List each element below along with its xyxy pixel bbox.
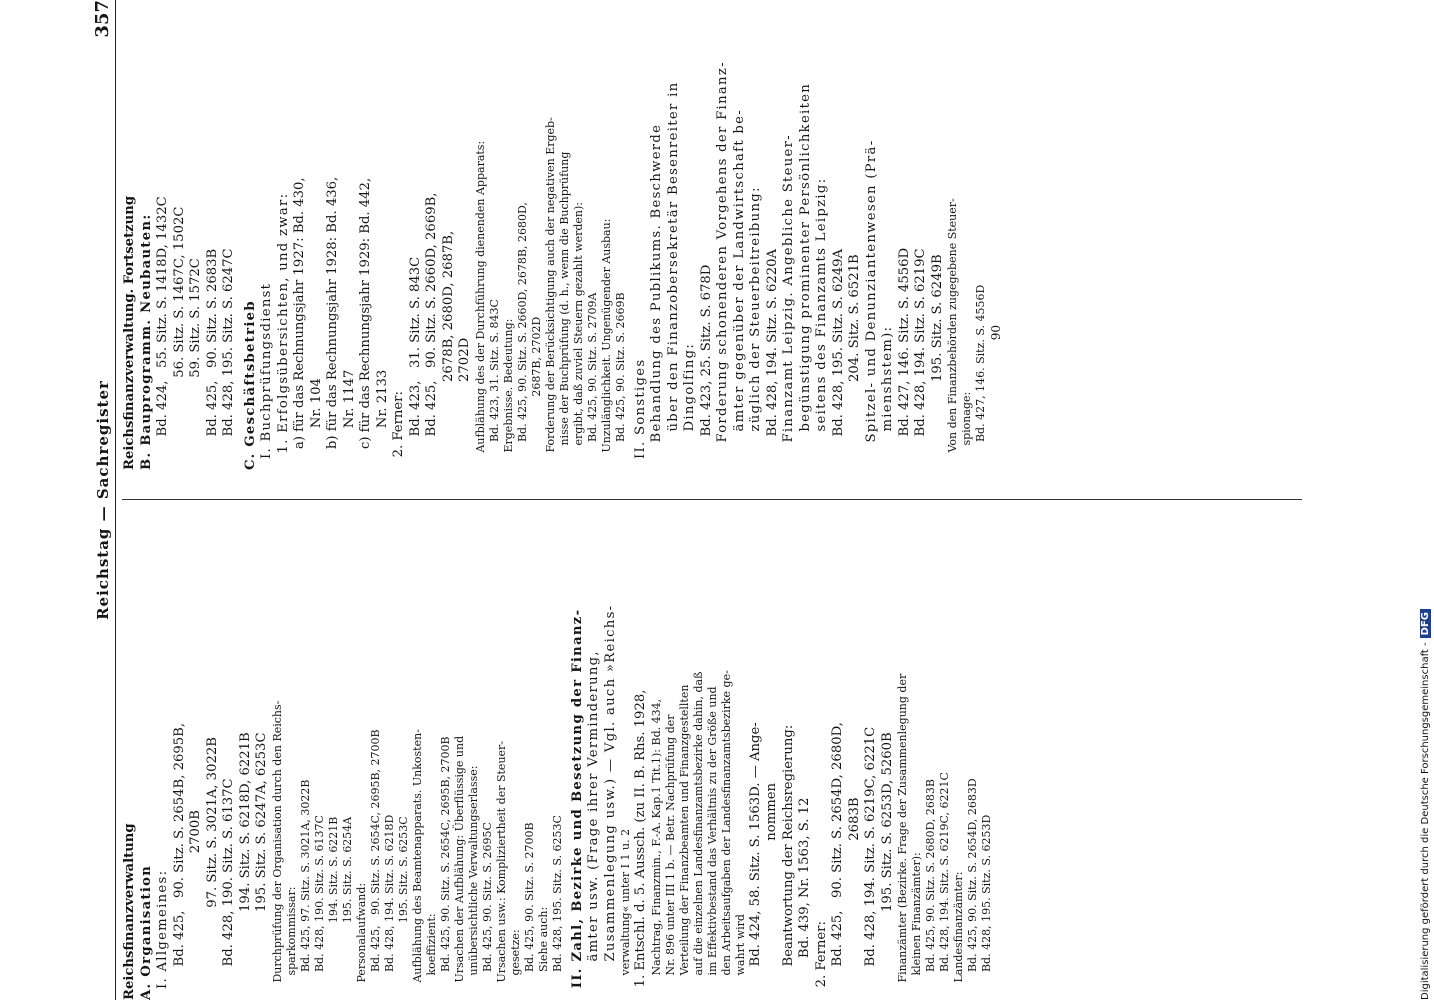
index-line: Bd. 425, 90. Sitz. S. 2683B xyxy=(204,248,220,470)
index-line: 1. Entschl. d. 5. Aussch. (zu II. B. Rhs. 1928, xyxy=(633,689,648,1000)
index-line: Nr. 896 unter III 1 b. — Betr. Nachprüfung der xyxy=(663,714,677,1000)
index-line: A. Organisation xyxy=(138,864,154,1000)
index-line: Beantwortung der Reichsregierung: xyxy=(780,724,796,1000)
index-line: Bd. 428, 190. Sitz. S. 6137C xyxy=(312,815,326,1000)
index-line: Von den Finanzbehörden zugegebene Steuer- xyxy=(946,198,959,470)
index-line: Nr. 104 xyxy=(308,378,324,470)
index-line: Bd. 428, 194. Sitz. S. 6219C xyxy=(913,248,928,470)
index-line: Bd. 425, 90. Sitz. S. 2709A xyxy=(585,292,599,470)
column-divider xyxy=(122,499,1302,500)
index-line: Bd. 425, 90. Sitz. S. 2695C xyxy=(480,822,494,1000)
index-line: Bd. 428, 194. Sitz. S. 6219C, 6221C xyxy=(938,772,951,1000)
index-line: 194. Sitz. S. 6218D, 6221B xyxy=(237,732,253,1000)
index-line: Dingolfing: xyxy=(682,342,697,470)
index-line: 2678B, 2680D, 2687B, xyxy=(440,230,456,470)
index-line: 204. Sitz. S. 6521B xyxy=(847,254,862,470)
index-line: Reichsfinanzverwaltung. Fortsetzung xyxy=(122,195,137,470)
index-line: Bd. 423, 25. Sitz. S. 678D xyxy=(698,264,714,470)
index-line: Siehe auch: xyxy=(536,906,550,1000)
header-rule xyxy=(115,0,116,1000)
index-line: 1. Erfolgsübersichten, und zwar: xyxy=(275,192,291,470)
index-line: über den Finanzobersekretär Besenreiter in xyxy=(665,81,681,470)
index-line: Bd. 428, 195. Sitz. S. 6253C xyxy=(550,815,564,1000)
index-line: Finanzamt Leipzig. Angebliche Steuer- xyxy=(781,133,796,470)
index-line: Ursachen der Aufblähung: Überflüssige und xyxy=(452,735,466,1000)
index-line: Bd. 425, 90. Sitz. S. 2654C, 2695B, 2700B xyxy=(438,736,452,1000)
index-line: Nr. 1147 xyxy=(341,369,357,470)
dfg-credit xyxy=(1418,0,1434,1000)
index-line: 195. Sitz. S. 6253C xyxy=(396,816,410,1000)
index-line: Unzulänglichkeit. Ungenügender Ausbau: xyxy=(599,218,613,470)
index-line: Bd. 425, 90. Sitz. S. 2669B xyxy=(613,292,627,470)
index-line: 56. Sitz. S. 1467C, 1502C xyxy=(171,206,187,470)
index-line: kleinen Finanzämter): xyxy=(910,852,923,1000)
index-line: 59. Sitz. S. 1572C xyxy=(188,258,203,470)
index-line: koeffizient: xyxy=(424,913,438,1000)
index-line: ämter usw. (Frage ihrer Verminderung, xyxy=(586,650,601,1000)
index-line: 2700B xyxy=(188,810,203,1000)
index-line: Bd. 425, 90. Sitz. S. 2654D, 2683D xyxy=(966,778,979,1000)
index-line: ämter gegenüber der Landwirtschaft be- xyxy=(731,108,747,470)
index-line: Forderung der Berücksichtigung auch der negativen Ergeb- xyxy=(543,117,557,470)
index-line: 2702D xyxy=(457,337,472,470)
index-line: Bd. 427, 146. Sitz. S. 4556D xyxy=(896,247,912,470)
index-line: Bd. 427, 146. Sitz. S. 4556D xyxy=(974,284,987,470)
index-line: Bd. 425, 90. Sitz. S. 2654C, 2695B, 2700B xyxy=(368,729,382,1000)
index-line: Ergebnisse. Bedeutung: xyxy=(501,318,515,470)
index-line: Durchprüfung der Organisation durch den Reichs- xyxy=(270,700,284,1000)
index-line: 194. Sitz. S. 6221B xyxy=(326,816,340,1000)
index-line: mienshstem): xyxy=(880,325,895,470)
index-line: gesetze: xyxy=(508,929,522,1000)
index-line: 2687B, 2702D xyxy=(529,316,543,470)
index-line: sparkommissar: xyxy=(284,886,298,1000)
index-line: I. Buchprüfungsdienst xyxy=(259,282,274,470)
index-line: Finanzämter (Bezirke. Frage der Zusammenlegung der xyxy=(896,673,909,1000)
index-line: wahrt wird xyxy=(733,914,747,1000)
index-line: Nachtrag, Finanzmin., F.-A. Kap.1 Tit.1): Bd. 434, xyxy=(649,698,663,1000)
right-column xyxy=(122,0,1005,470)
index-line: auf die einzelnen Landesfinanzamtsbezirke dahin, daß xyxy=(691,671,705,1000)
index-line: Bd. 425, 90. Sitz. S. 2700B xyxy=(522,822,536,1000)
index-line: I. Allgemeines: xyxy=(155,869,170,1000)
dfg-logo: DFG xyxy=(1420,609,1431,638)
index-line: II. Sonstiges xyxy=(632,358,648,470)
index-line: Bd. 425, 90. Sitz. S. 2660D, 2669B, xyxy=(424,192,439,470)
index-line: Ursachen usw.: Kompliziertheit der Steuer- xyxy=(494,740,508,1000)
index-line: 2683B xyxy=(846,797,862,1000)
index-line: b) für das Rechnungsjahr 1928: Bd. 436, xyxy=(325,176,340,470)
left-column xyxy=(122,532,994,1000)
index-line: Bd. 423, 31. Sitz. S. 843C xyxy=(487,299,501,470)
index-line: 195. Sitz. S. 6249B xyxy=(929,254,945,470)
index-line: Bd. 425, 90. Sitz. S. 2680D, 2683B xyxy=(924,779,937,1000)
index-line: Bd. 424, 55. Sitz. S. 1418D, 1432C xyxy=(155,196,170,470)
index-line: Bd. 428, 194. Sitz. S. 6219C, 6221C xyxy=(863,726,878,1000)
index-line: 97. Sitz. S. 3021A, 3022B xyxy=(204,737,220,1000)
index-line: unübersichtliche Verwaltungserlasse: xyxy=(466,765,480,1000)
index-line: 2. Ferner: xyxy=(813,921,829,1000)
index-line: Bd. 423, 31. Sitz. S. 843C xyxy=(407,256,423,470)
page-number: 357 xyxy=(92,0,113,38)
index-line: Bd. 428, 194. Sitz. S. 6218D xyxy=(382,814,396,1000)
index-line: spionage: xyxy=(960,391,973,470)
index-line: Personalaufwand: xyxy=(354,882,368,1000)
index-line: nommen xyxy=(764,782,779,1000)
index-line: ergibt, daß zuviel Steuern gezahlt werden): xyxy=(571,202,585,470)
index-line: den Arbeitsaufgaben der Landesfinanzamtsbezirke ge- xyxy=(719,670,733,1000)
index-line: 90 xyxy=(989,325,1003,470)
index-line: Bd. 439, Nr. 1563, S. 12 xyxy=(797,797,812,1000)
index-line: seitens des Finanzamts Leipzig: xyxy=(814,177,829,470)
index-line: Bd. 428, 195. Sitz. S. 6253D xyxy=(980,814,993,1000)
page-header xyxy=(90,0,120,1000)
index-line: züglich der Steuerbeitreibung: xyxy=(748,186,763,470)
index-line: Nr. 2133 xyxy=(374,369,390,470)
index-line: Bd. 428, 194. Sitz. S. 6220A xyxy=(764,248,780,470)
index-line: II. Zahl, Bezirke und Besetzung der Finanz- xyxy=(569,608,585,1000)
running-title: Reichstag — Sachregister xyxy=(94,380,112,620)
index-line: Aufblähung des Beamtenapparats. Unkosten- xyxy=(410,729,424,1000)
index-line: B. Bauprogramm. Neubauten: xyxy=(138,213,154,470)
index-line: verwaltung« unter I 1 u. 2 xyxy=(619,828,632,1000)
index-line: Verteilung der Finanzbeamten und Finanzgestellten xyxy=(677,684,691,1000)
index-line: im Effektivbestand das Verhältnis zu der Größe und xyxy=(705,686,719,1000)
index-line: Bd. 425, 97. Sitz. S. 3021A, 3022B xyxy=(298,779,312,1000)
dfg-credit-text: Digitalisierung gefördert durch die Deutsche Forschungsgemeinschaft - xyxy=(1420,642,1431,1000)
page-content xyxy=(90,0,1320,1000)
index-line: Aufblähung des der Durchführung dienenden Apparats: xyxy=(473,140,487,470)
index-line: Forderung schonenderen Vorgehens der Finanz- xyxy=(715,61,730,470)
index-line: begünstigung prominenter Persönlichkeiten xyxy=(797,82,813,470)
index-line: Bd. 428, 195. Sitz. S. 6247C xyxy=(221,248,236,470)
index-line: Bd. 428, 190. Sitz. S. 6137C xyxy=(221,778,236,1000)
index-line: Bd. 425, 90. Sitz. S. 2654B, 2695B, xyxy=(171,722,187,1000)
index-line: nisse der Buchprüfung (d. h., wenn die Buchprüfung xyxy=(557,151,571,470)
index-line: Zusammenlegung usw.) — Vgl. auch »Reichs- xyxy=(602,604,618,1000)
index-line: 195. Sitz. S. 6247A, 6253C xyxy=(254,732,269,1000)
index-line: c) für das Rechnungsjahr 1929: Bd. 442, xyxy=(358,177,373,470)
index-line: Bd. 425, 90. Sitz. S. 2654D, 2680D, xyxy=(830,722,845,1000)
index-line: Behandlung des Publikums. Beschwerde xyxy=(649,123,664,470)
index-line: a) für das Rechnungsjahr 1927: Bd. 430, xyxy=(292,177,307,470)
index-line: Bd. 424, 58. Sitz. S. 1563D. — Ange- xyxy=(747,722,763,1000)
index-line: 195. Sitz. S. 6254A xyxy=(340,816,354,1000)
index-line: Landesfinanzämter: xyxy=(952,871,965,1000)
index-line: Bd. 425, 90. Sitz. S. 2660D, 2678B, 2680D, xyxy=(515,202,529,470)
index-line: 195. Sitz. S. 6253D, 5260B xyxy=(879,732,895,1000)
index-line: 2. Ferner: xyxy=(391,391,406,470)
index-line: Bd. 428, 195. Sitz. S. 6249A xyxy=(830,248,846,470)
index-line: Spitzel- und Denunziantenwesen (Prä- xyxy=(863,139,879,470)
index-line: C. Geschäftsbetrieb xyxy=(242,300,258,470)
index-line: Reichsfinanzverwaltung xyxy=(122,823,137,1000)
